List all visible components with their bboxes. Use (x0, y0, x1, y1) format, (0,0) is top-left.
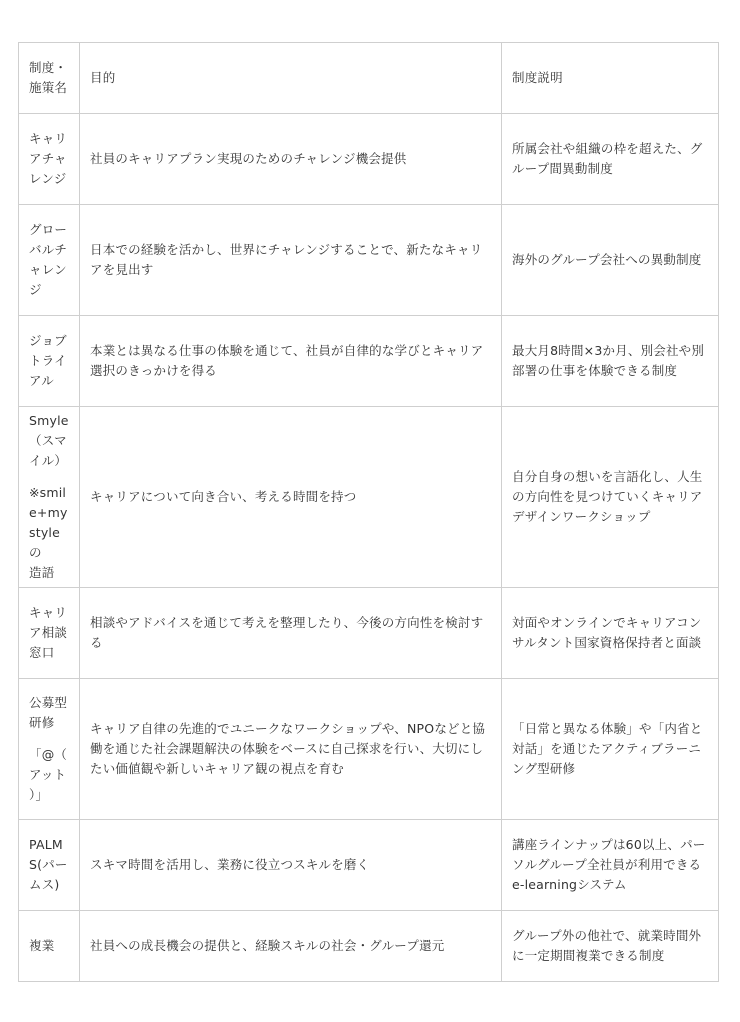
table-row (19, 679, 719, 820)
program-purpose-cell: キャリア自律の先進的でユニークなワークショップや、NPOなどと協働を通じた社会課題解決の体験をベースに自己探求を行い、大切にしたい価値観や新しいキャリア観の視点を育む (80, 679, 502, 820)
program-name-cell (19, 316, 80, 407)
program-name-line: キャリ (29, 131, 68, 146)
program-description-cell: 海外のグループ会社への異動制度 (502, 205, 719, 316)
program-name-line: 窓口 (29, 645, 55, 660)
program-name-line: ャレン (29, 262, 67, 277)
program-note-line: e+my (29, 505, 68, 520)
program-name-line: 研修 (29, 715, 55, 730)
program-name-note (29, 745, 69, 805)
program-name-line: ジ (29, 282, 42, 297)
program-name-line: キャリ (29, 605, 68, 620)
table-row (19, 205, 719, 316)
program-name-cell (19, 407, 80, 588)
program-name-cell (19, 911, 80, 982)
table-row (19, 911, 719, 982)
program-name-cell (19, 679, 80, 820)
table-row (19, 588, 719, 679)
program-name-line: バルチ (29, 242, 68, 257)
program-note-line: 造語 (29, 565, 55, 580)
career-programs-table (18, 42, 719, 982)
header-name-cell (19, 43, 80, 114)
program-name-line: ア相談 (29, 625, 68, 640)
table-row (19, 820, 719, 911)
program-note-line: ※smil (29, 485, 67, 500)
header-name-line: 施策名 (29, 80, 68, 95)
program-purpose-cell: 日本での経験を活かし、世界にチャレンジすることで、新たなキャリアを見出す (80, 205, 502, 316)
program-name-cell (19, 114, 80, 205)
program-purpose-cell: 相談やアドバイスを通じて考えを整理したり、今後の方向性を検討する (80, 588, 502, 679)
program-name-line: ジョブ (29, 333, 67, 348)
program-description-cell: 対面やオンラインでキャリアコンサルタント国家資格保持者と面談 (502, 588, 719, 679)
program-name-cell (19, 205, 80, 316)
program-purpose-cell: 社員のキャリアプラン実現のためのチャレンジ機会提供 (80, 114, 502, 205)
program-name-cell (19, 820, 80, 911)
program-purpose-cell: 社員への成長機会の提供と、経験スキルの社会・グループ還元 (80, 911, 502, 982)
program-name-line: レンジ (29, 171, 67, 186)
program-note-line: styleの (29, 525, 60, 560)
header-name-line: 制度・ (29, 60, 68, 75)
program-name-line: （スマ (29, 433, 67, 448)
program-name-line: Smyle (29, 413, 69, 428)
program-description-cell: 講座ラインナップは60以上、パーソルグループ全社員が利用できるe-learningシステム (502, 820, 719, 911)
program-name-line: グロー (29, 222, 68, 237)
header-description-cell: 制度説明 (502, 43, 719, 114)
program-purpose-cell: スキマ時間を活用し、業務に役立つスキルを磨く (80, 820, 502, 911)
program-name-line: 公募型 (29, 695, 68, 710)
table-row (19, 407, 719, 588)
program-purpose-cell: 本業とは異なる仕事の体験を通じて、社員が自律的な学びとキャリア選択のきっかけを得る (80, 316, 502, 407)
program-description-cell: 自分自身の想いを言語化し、人生の方向性を見つけていくキャリアデザインワークショップ (502, 407, 719, 588)
program-name-line: トライ (29, 353, 67, 368)
program-name-line: 複業 (29, 938, 55, 953)
program-description-cell: グループ外の他社で、就業時間外に一定期間複業できる制度 (502, 911, 719, 982)
program-name-line: S(パー (29, 857, 68, 872)
program-name-line: イル） (29, 453, 68, 468)
program-description-cell: 「日常と異なる体験」や「内省と対話」を通じたアクティブラーニング型研修 (502, 679, 719, 820)
program-name-note (29, 483, 69, 583)
program-purpose-cell: キャリアについて向き合い、考える時間を持つ (80, 407, 502, 588)
program-description-cell: 最大月8時間×3か月、別会社や別部署の仕事を体験できる制度 (502, 316, 719, 407)
program-name-line: アチャ (29, 151, 67, 166)
program-name-line: ムス) (29, 877, 60, 892)
program-name-line: アル (29, 373, 54, 388)
table-row (19, 316, 719, 407)
header-purpose-cell: 目的 (80, 43, 502, 114)
program-name-cell (19, 588, 80, 679)
table-header-row (19, 43, 719, 114)
program-note-line: ）」 (29, 787, 49, 802)
program-name-line: PALM (29, 837, 63, 852)
table-row (19, 114, 719, 205)
program-note-line: 「@（ (29, 747, 68, 762)
program-note-line: アット (29, 767, 67, 782)
program-description-cell: 所属会社や組織の枠を超えた、グループ間異動制度 (502, 114, 719, 205)
